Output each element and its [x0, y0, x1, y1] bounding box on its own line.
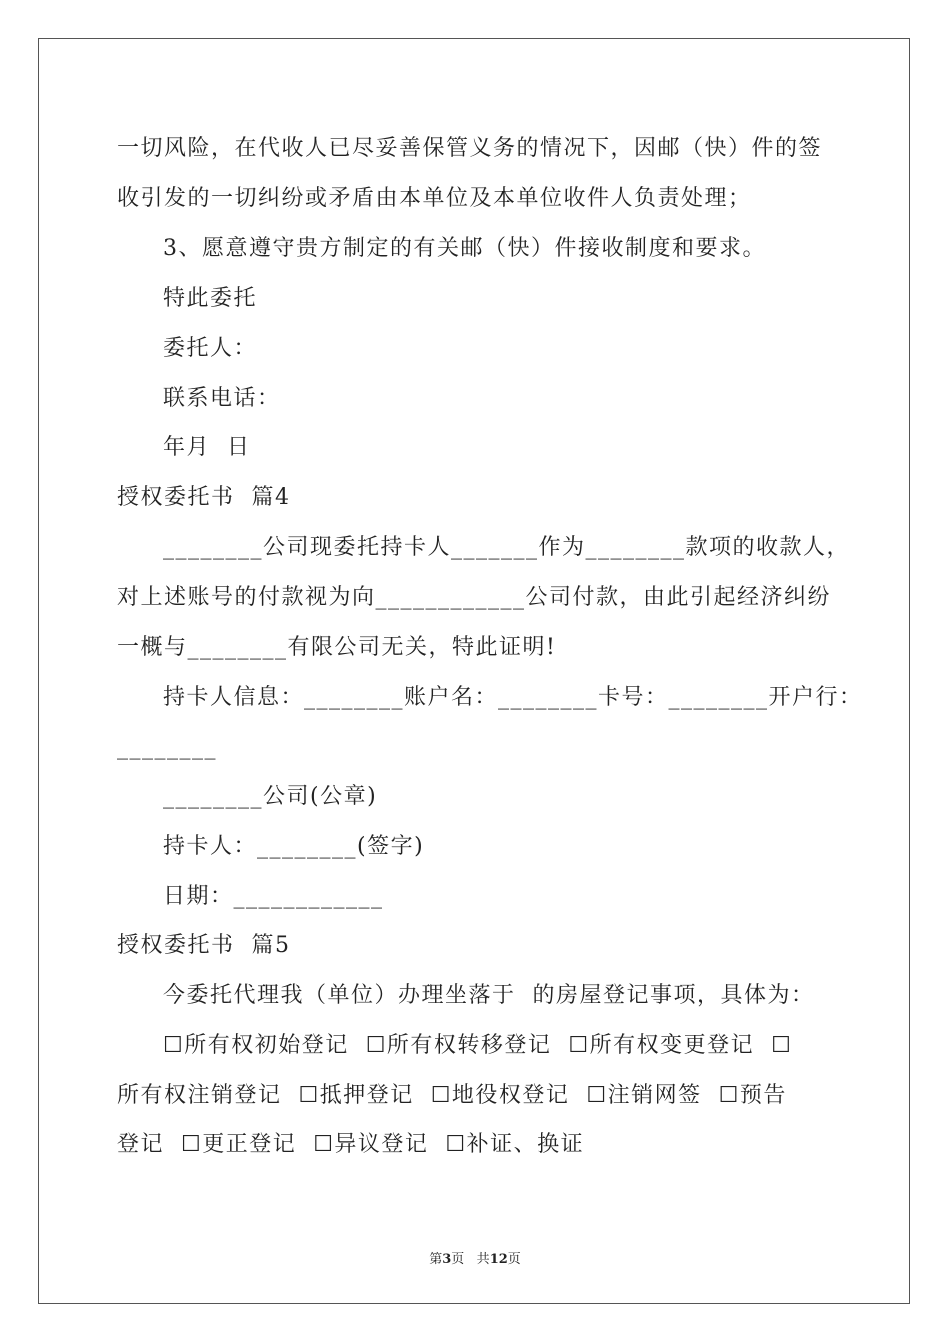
text-line: 一概与________有限公司无关，特此证明! [117, 635, 557, 660]
text-line: ________ [117, 735, 217, 760]
text-line: 今委托代理我（单位）办理坐落于 的房屋登记事项，具体为： [163, 983, 815, 1008]
text-line: 3、愿意遵守贵方制定的有关邮（快）件接收制度和要求。 [163, 236, 766, 261]
total-pages: 12 [489, 1252, 508, 1267]
text-line: 委托人： [163, 336, 258, 361]
page-prefix: 第 [429, 1252, 443, 1267]
text-line: 一切风险，在代收人已尽妥善保管义务的情况下，因邮（快）件的签 [117, 136, 823, 161]
checkbox-line: ☐所有权初始登记 ☐所有权转移登记 ☐所有权变更登记 ☐ [163, 1033, 793, 1058]
checkbox-line: 所有权注销登记 ☐抵押登记 ☐地役权登记 ☐注销网签 ☐预告 [117, 1083, 787, 1108]
total-prefix: 共 [476, 1252, 490, 1267]
text-line: 日期：____________ [163, 884, 384, 909]
text-line: 年月 日 [163, 435, 251, 460]
text-line: 特此委托 [163, 286, 258, 311]
total-suffix: 页 [507, 1252, 521, 1267]
text-line: 持卡人：________(签字) [163, 834, 425, 859]
page-number: 3 [442, 1252, 452, 1267]
text-line: ________公司(公章) [163, 784, 378, 809]
text-line: 持卡人信息：________账户名：________卡号：________开户行： [163, 685, 863, 710]
checkbox-line: 登记 ☐更正登记 ☐异议登记 ☐补证、换证 [117, 1132, 585, 1157]
page-footer [0, 1248, 950, 1267]
text-line: 收引发的一切纠纷或矛盾由本单位及本单位收件人负责处理； [117, 186, 752, 211]
text-line: 联系电话： [163, 386, 281, 411]
section-heading: 授权委托书 篇4 [117, 485, 291, 510]
page-suffix: 页 [451, 1252, 465, 1267]
page-frame [38, 38, 910, 1304]
section-heading: 授权委托书 篇5 [117, 933, 291, 958]
text-line: 对上述账号的付款视为向____________公司付款，由此引起经济纠纷 [117, 585, 832, 610]
text-line: ________公司现委托持卡人_______作为________款项的收款人， [163, 535, 851, 560]
